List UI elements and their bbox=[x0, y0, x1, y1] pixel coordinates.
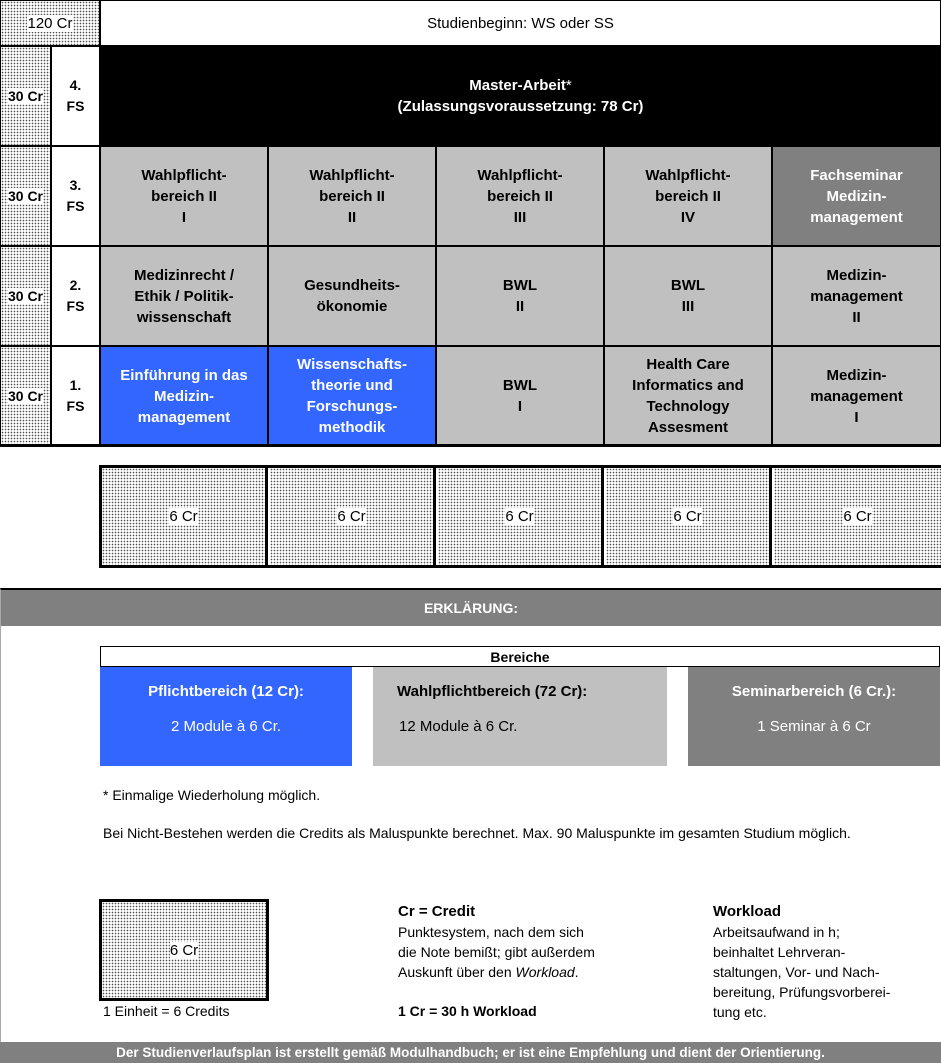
semester-credits: 30 Cr bbox=[7, 388, 44, 404]
area-elective-desc: 12 Module à 6 Cr. bbox=[399, 718, 518, 735]
workload-definition bbox=[713, 902, 933, 1022]
areas-title: Bereiche bbox=[490, 648, 550, 665]
unit-caption: 1 Einheit = 6 Credits bbox=[103, 1003, 230, 1019]
area-seminar-desc: 1 Seminar à 6 Cr bbox=[757, 718, 871, 735]
module-fs2-3: BWL II bbox=[436, 246, 604, 346]
grid-bottom-rule bbox=[0, 444, 941, 447]
area-mandatory-title: Pflichtbereich (12 Cr): bbox=[148, 683, 304, 700]
area-mandatory bbox=[100, 667, 352, 766]
semester-credits: 30 Cr bbox=[7, 288, 44, 304]
module-fs2-2: Gesundheits- ökonomie bbox=[268, 246, 436, 346]
credit-cell-label: 6 Cr bbox=[843, 508, 872, 525]
credit-definition-text-main: Punktesystem, nach dem sich die Note bemißt; gibt außerdem Auskunft über den bbox=[398, 924, 595, 980]
module-fs3-5: Fachseminar Medizin- management bbox=[772, 146, 941, 246]
credit-cell bbox=[774, 468, 941, 565]
master-thesis-cell bbox=[100, 46, 941, 146]
module-fs1-3: BWL I bbox=[436, 346, 604, 446]
module-fs2-5: Medizin- management II bbox=[772, 246, 941, 346]
footer-text: Der Studienverlaufsplan ist erstellt gemäß Modulhandbuch; er ist eine Empfehlung und dient der Orientierung. bbox=[116, 1045, 825, 1060]
area-elective bbox=[373, 667, 667, 766]
explanation-title-text: ERKLÄRUNG: bbox=[423, 599, 519, 616]
total-credits-cell bbox=[0, 0, 100, 46]
workload-text: Arbeitsaufwand in h; beinhaltet Lehrveran- staltungen, Vor- und Nach- bereitung, Prüfungsvorberei- tung etc. bbox=[713, 924, 891, 1020]
credit-cell bbox=[606, 468, 772, 565]
credit-cell-label: 6 Cr bbox=[673, 508, 702, 525]
semester-credits-cell bbox=[0, 46, 51, 146]
area-mandatory-desc: 2 Module à 6 Cr. bbox=[170, 718, 282, 735]
module-fs3-2: Wahlpflicht- bereich II II bbox=[268, 146, 436, 246]
area-seminar bbox=[688, 667, 940, 766]
malus-note: Bei Nicht-Bestehen werden die Credits als Maluspunkte berechnet. Max. 90 Maluspunkte im gesamten Studium möglich. bbox=[103, 825, 851, 841]
master-thesis-footnote-mark: * bbox=[565, 77, 572, 94]
credit-cell bbox=[270, 468, 436, 565]
semester-credits-cell bbox=[0, 346, 51, 446]
semester-credits-cell bbox=[0, 246, 51, 346]
unit-box-label: 6 Cr bbox=[169, 941, 199, 959]
semester-credits: 30 Cr bbox=[7, 88, 44, 104]
semester-label: 2. FS bbox=[51, 246, 100, 346]
credit-cell bbox=[438, 468, 604, 565]
area-elective-title: Wahlpflichtbereich (72 Cr): bbox=[397, 683, 588, 700]
master-thesis-title: Master-Arbeit* bbox=[469, 77, 572, 94]
repeat-note: * Einmalige Wiederholung möglich. bbox=[103, 787, 321, 803]
module-fs3-1: Wahlpflicht- bereich II I bbox=[100, 146, 268, 246]
workload-title: Workload bbox=[713, 903, 782, 920]
module-fs2-4: BWL III bbox=[604, 246, 772, 346]
module-fs3-4: Wahlpflicht- bereich II IV bbox=[604, 146, 772, 246]
master-thesis-subtitle: (Zulassungsvoraussetzung: 78 Cr) bbox=[397, 98, 644, 115]
module-fs2-1: Medizinrecht / Ethik / Politik- wissenschaft bbox=[100, 246, 268, 346]
semester-label: 1. FS bbox=[51, 346, 100, 446]
semester-credits: 30 Cr bbox=[7, 188, 44, 204]
credit-definition-text-italic: Workload bbox=[515, 964, 575, 980]
module-fs1-4: Health Care Informatics and Technology Assesment bbox=[604, 346, 772, 446]
module-fs1-2: Wissenschafts- theorie und Forschungs- methodik bbox=[268, 346, 436, 446]
credit-definition bbox=[398, 902, 658, 1019]
module-fs1-1: Einführung in das Medizin- management bbox=[100, 346, 268, 446]
semester-label: 4. FS bbox=[51, 46, 100, 146]
study-start-cell bbox=[100, 0, 941, 46]
credit-cell bbox=[102, 468, 268, 565]
semester-label: 3. FS bbox=[51, 146, 100, 246]
semester-credits-cell bbox=[0, 146, 51, 246]
credit-definition-text bbox=[398, 922, 658, 982]
credit-definition-text-end: . bbox=[574, 964, 579, 980]
credit-formula: 1 Cr = 30 h Workload bbox=[398, 1003, 537, 1019]
areas-header bbox=[100, 646, 940, 667]
area-seminar-title: Seminarbereich (6 Cr.): bbox=[731, 683, 897, 700]
credit-cell-label: 6 Cr bbox=[505, 508, 534, 525]
credit-cell-label: 6 Cr bbox=[169, 508, 198, 525]
credit-definition-title: Cr = Credit bbox=[398, 903, 476, 920]
footer-bar bbox=[0, 1042, 941, 1063]
explanation-title bbox=[1, 590, 941, 626]
study-start: Studienbeginn: WS oder SS bbox=[427, 14, 614, 32]
unit-box bbox=[99, 899, 269, 1001]
total-credits: 120 Cr bbox=[27, 14, 73, 32]
module-fs1-5: Medizin- management I bbox=[772, 346, 941, 446]
credit-cell-label: 6 Cr bbox=[337, 508, 366, 525]
module-fs3-3: Wahlpflicht- bereich II III bbox=[436, 146, 604, 246]
